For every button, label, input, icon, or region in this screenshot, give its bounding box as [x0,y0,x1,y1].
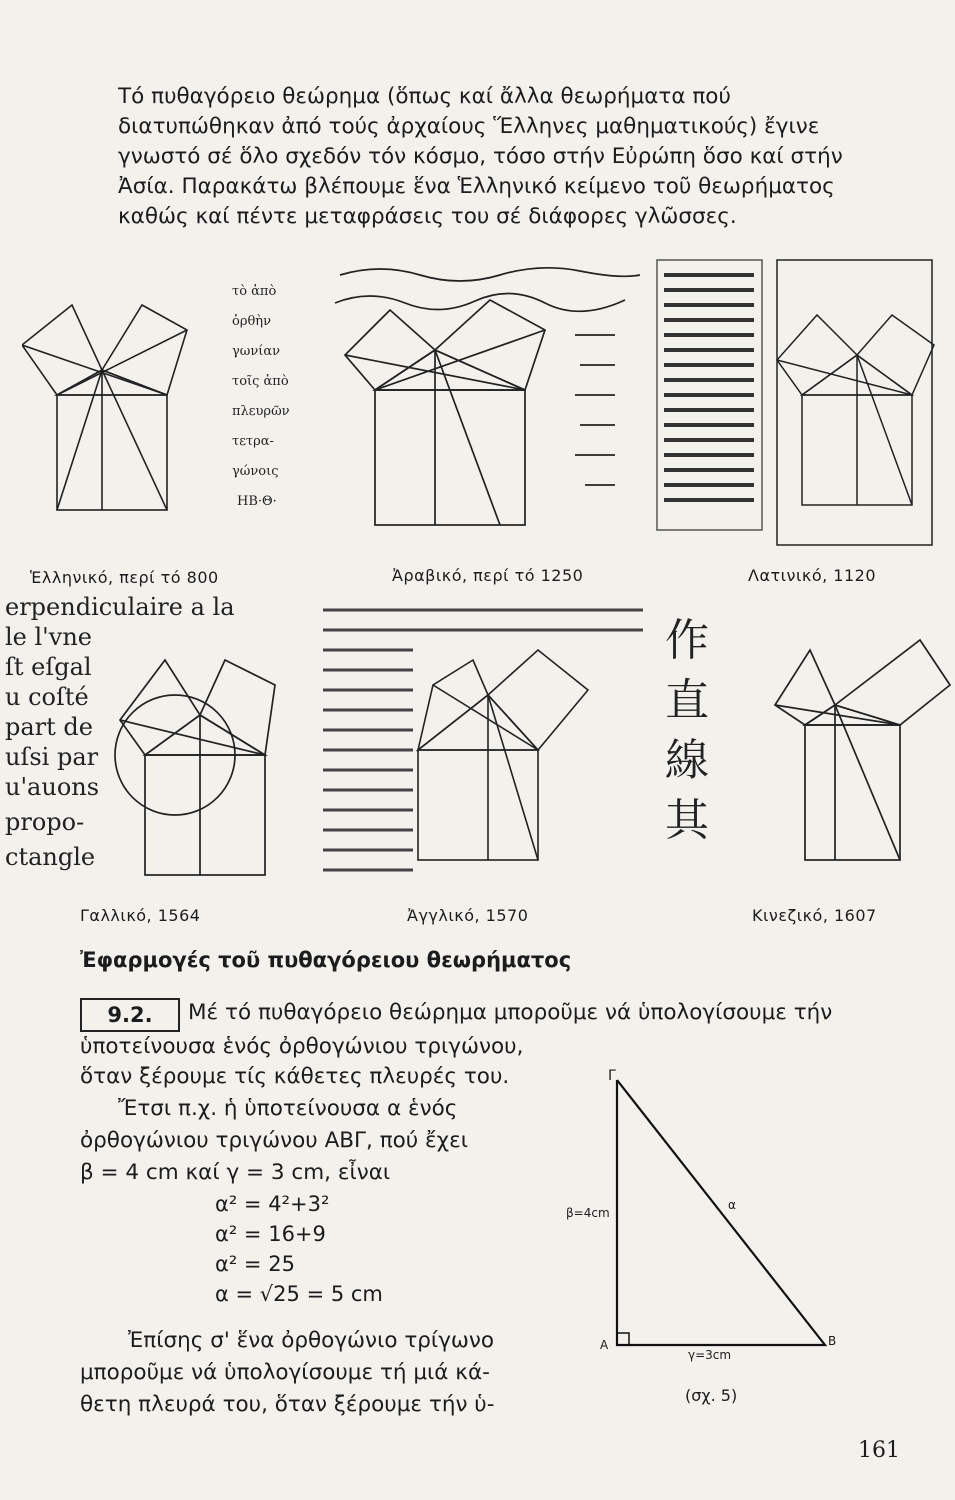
vertex-label-a: A [600,1338,609,1352]
body-line: Ἔτσι π.χ. ἡ ὑποτείνουσα α ἑνός [118,1096,458,1121]
vertex-label-b: B [828,1334,837,1348]
svg-text:γωνίαν: γωνίαν [232,344,281,359]
figure-caption: (σχ. 5) [685,1386,738,1405]
svg-text:part de: part de [5,713,93,741]
vertex-label-g: Γ [608,1068,616,1084]
caption-latin: Λατινικό, 1120 [748,566,876,585]
svg-text:uſsi par: uſsi par [5,743,99,771]
side-label-b: β=4cm [566,1206,610,1220]
greek-manuscript-figure [22,275,330,560]
side-label-c: γ=3cm [688,1348,732,1362]
body-line: θετη πλευρά του, ὅταν ξέρουμε τήν ὑ- [80,1392,495,1417]
svg-text:τοῖς ἀπὸ: τοῖς ἀπὸ [232,374,289,389]
equation: α = √25 = 5 cm [215,1282,383,1306]
section-number: 9.2. [80,998,180,1032]
svg-text:πλευρῶν: πλευρῶν [232,404,290,419]
svg-text:erpendiculaire a la: erpendiculaire a la [5,593,235,621]
latin-manuscript-figure [652,255,937,560]
svg-text:τὸ ἀπὸ: τὸ ἀπὸ [232,284,277,299]
body-line: ὑποτείνουσα ἑνός ὀρθογώνιου τριγώνου, [80,1034,524,1059]
body-line: β = 4 cm καί γ = 3 cm, εἶναι [80,1160,391,1185]
section-first-line: Μέ τό πυθαγόρειο θεώρημα μποροῦμε νά ὑπολογίσουμε τήν [188,1000,833,1025]
svg-text:propo-: propo- [5,808,85,836]
intro-paragraph: Τό πυθαγόρειο θεώρημα (ὅπως καί ἄλλα θεωρήματα πού διατυπώθηκαν ἀπό τούς ἀρχαίους Ἕλληνες μαθηματικούς) ἔγινε γνωστό σέ ὅλο σχεδόν τόν κόσμο, τόσο στήν Εὐρώπη ὅσο καί στήν Ἀσία. Παρακάτω βλέπουμε ἕνα Ἑλληνικό κείμενο τοῦ θεωρήματος καθώς καί πέντε μεταφράσεις του σέ διάφορες γλῶσσες. [118,84,843,229]
svg-text:線: 線 [665,735,709,786]
body-line: ὀρθογώνιου τριγώνου ΑΒΓ, πού ἔχει [80,1128,468,1153]
french-book-figure [0,590,310,890]
arabic-manuscript-figure [330,255,650,560]
svg-text:直: 直 [665,675,709,726]
side-label-a: α [728,1198,736,1212]
svg-text:ὀρθὴν: ὀρθὴν [232,314,271,329]
caption-french: Γαλλικό, 1564 [80,906,201,925]
equation: α² = 25 [215,1252,295,1276]
caption-arabic: Ἀραβικό, περί τό 1250 [392,566,584,585]
body-line: ὅταν ξέρουμε τίς κάθετες πλευρές του. [80,1064,510,1089]
english-book-figure [318,590,658,890]
svg-text:u coſté: u coſté [5,683,89,711]
caption-greek: Ἑλληνικό, περί τό 800 [30,568,219,587]
equation: α² = 16+9 [215,1222,326,1246]
caption-english: Ἀγγλικό, 1570 [407,906,529,925]
caption-chinese: Κινεζικό, 1607 [752,906,877,925]
svg-text:ctangle: ctangle [5,843,96,871]
body-line: Ἐπίσης σ' ἕνα ὀρθογώνιο τρίγωνο [128,1328,495,1353]
chinese-book-figure [660,595,955,890]
svg-text:u'auons: u'auons [5,773,100,801]
right-triangle-figure [575,1060,845,1380]
svg-text:其: 其 [665,795,709,846]
equation: α² = 4²+3² [215,1192,330,1216]
svg-text:作: 作 [665,615,709,666]
svg-text:γώνοις: γώνοις [232,464,279,479]
page-number: 161 [858,1438,900,1463]
svg-text:ΗΒ·Θ·: ΗΒ·Θ· [237,494,277,509]
body-line: μποροῦμε νά ὑπολογίσουμε τή μιά κά- [80,1360,490,1385]
svg-text:le l'vne: le l'vne [5,623,92,651]
section-heading: Ἐφαρμογές τοῦ πυθαγόρειου θεωρήματος [80,948,572,972]
svg-text:ſt eſgal: ſt eſgal [5,653,92,681]
svg-text:τετρα-: τετρα- [232,434,274,449]
